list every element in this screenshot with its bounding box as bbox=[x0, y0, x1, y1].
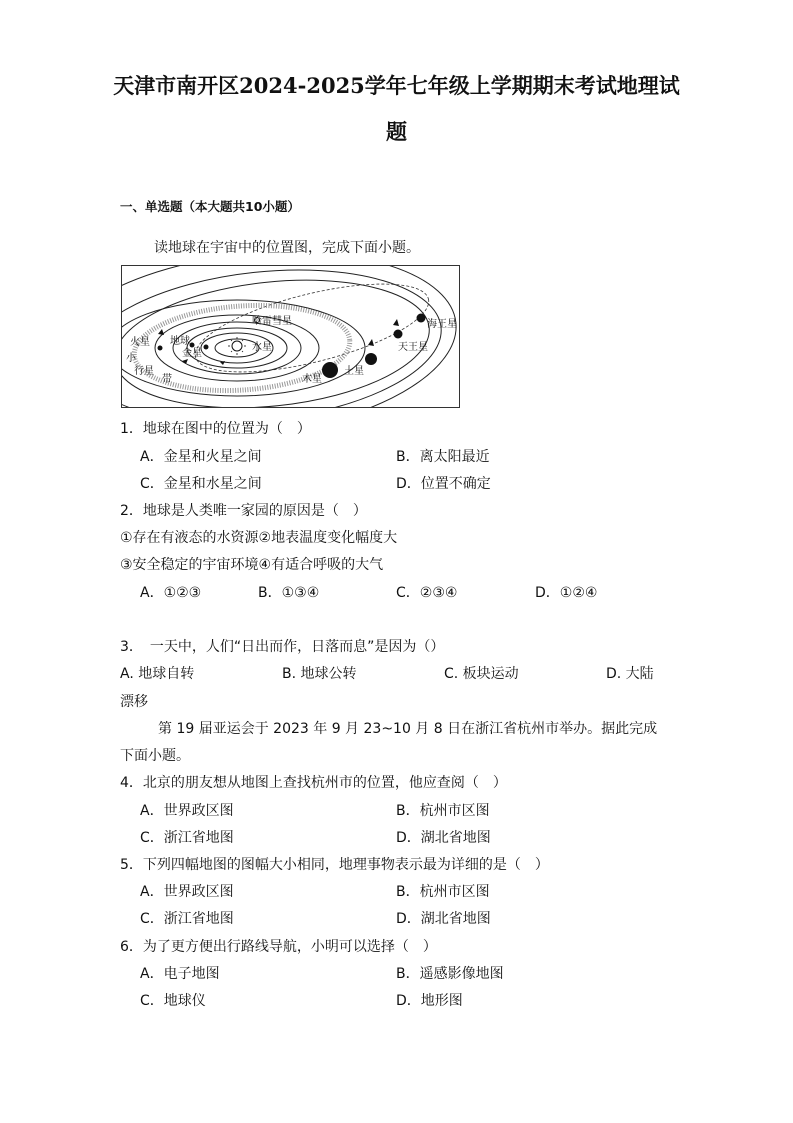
q1-option-b: B．离太阳最近 bbox=[396, 449, 490, 465]
q4-stem: 4．北京的朋友想从地图上查找杭州市的位置，他应查阅（ ） bbox=[120, 775, 507, 791]
earth-dot bbox=[190, 343, 195, 348]
label-saturn: 土星 bbox=[344, 366, 364, 377]
solar-system-figure bbox=[121, 265, 460, 408]
q6-option-d: D．地形图 bbox=[396, 993, 463, 1009]
intro2-line-1: 第 19 届亚运会于 2023 年 9 月 23~10 月 8 日在浙江省杭州市举办。据此完成 bbox=[158, 721, 658, 737]
q5-option-a: A．世界政区图 bbox=[140, 884, 234, 900]
intro-text: 读地球在宇宙中的位置图，完成下面小题。 bbox=[154, 240, 420, 256]
q1-option-a: A．金星和火星之间 bbox=[140, 449, 262, 465]
q2-option-c: C．②③④ bbox=[396, 585, 458, 601]
neptune-dot bbox=[417, 314, 426, 323]
label-uranus: 天王星 bbox=[398, 342, 428, 353]
mars-dot bbox=[158, 346, 163, 351]
q2-statements-1: ①存在有液态的水资源②地表温度变化幅度大 bbox=[120, 530, 398, 546]
q3-option-d-cont: 漂移 bbox=[120, 694, 148, 710]
q3-stem: 3． 一天中，人们“日出而作，日落而息”是因为（） bbox=[120, 639, 445, 655]
q2-option-b: B．①③④ bbox=[258, 585, 320, 601]
q6-stem: 6．为了更方便出行路线导航，小明可以选择（ ） bbox=[120, 939, 437, 955]
saturn-dot bbox=[365, 353, 377, 365]
section-heading: 一、单选题（本大题共10小题） bbox=[120, 199, 300, 214]
q4-option-c: C．浙江省地图 bbox=[140, 830, 234, 846]
q6-option-b: B．遥感影像地图 bbox=[396, 966, 504, 982]
title-line-1: 天津市南开区2024-2025学年七年级上学期期末考试地理试 bbox=[113, 73, 680, 98]
intro2-line-2: 下面小题。 bbox=[120, 748, 190, 764]
uranus-dot bbox=[394, 330, 403, 339]
label-mercury: 水星 bbox=[252, 342, 272, 353]
q4-option-b: B．杭州市区图 bbox=[396, 803, 490, 819]
label-asteroid-1: 小 bbox=[126, 353, 136, 364]
label-asteroid-2: 行星 bbox=[134, 366, 154, 377]
q2-option-d: D．①②④ bbox=[535, 585, 598, 601]
q1-option-d: D．位置不确定 bbox=[396, 476, 491, 492]
label-neptune: 海王星 bbox=[427, 319, 457, 330]
q4-option-d: D．湖北省地图 bbox=[396, 830, 491, 846]
q5-option-d: D．湖北省地图 bbox=[396, 911, 491, 927]
q2-stem: 2．地球是人类唯一家园的原因是（ ） bbox=[120, 503, 367, 519]
q6-option-a: A．电子地图 bbox=[140, 966, 220, 982]
label-earth: 地球 bbox=[170, 336, 190, 347]
venus-dot bbox=[204, 345, 209, 350]
jupiter-dot bbox=[322, 362, 338, 378]
q1-option-c: C．金星和水星之间 bbox=[140, 476, 262, 492]
q3-option-d: D. 大陆 bbox=[606, 666, 654, 682]
label-halley: 哈雷彗星 bbox=[252, 316, 292, 327]
page-title bbox=[110, 66, 683, 152]
q5-stem: 5．下列四幅地图的图幅大小相同，地理事物表示最为详细的是（ ） bbox=[120, 857, 549, 873]
q1-stem: 1．地球在图中的位置为（ ） bbox=[120, 421, 311, 437]
q3-option-b: B. 地球公转 bbox=[282, 666, 357, 682]
q2-statements-2: ③安全稳定的宇宙环境④有适合呼吸的大气 bbox=[120, 557, 384, 573]
sun-icon bbox=[232, 341, 242, 351]
label-mars: 火星 bbox=[130, 337, 150, 348]
label-jupiter: 木星 bbox=[302, 374, 322, 385]
q4-option-a: A．世界政区图 bbox=[140, 803, 234, 819]
q2-option-a: A．①②③ bbox=[140, 585, 202, 601]
q5-option-b: B．杭州市区图 bbox=[396, 884, 490, 900]
q5-option-c: C．浙江省地图 bbox=[140, 911, 234, 927]
label-asteroid-3: 带 bbox=[162, 374, 172, 385]
label-venus: 金星 bbox=[182, 348, 202, 359]
q3-option-c: C. 板块运动 bbox=[444, 666, 519, 682]
q3-option-a: A. 地球自转 bbox=[120, 666, 195, 682]
q6-option-c: C．地球仪 bbox=[140, 993, 206, 1009]
title-line-2: 题 bbox=[386, 119, 407, 144]
